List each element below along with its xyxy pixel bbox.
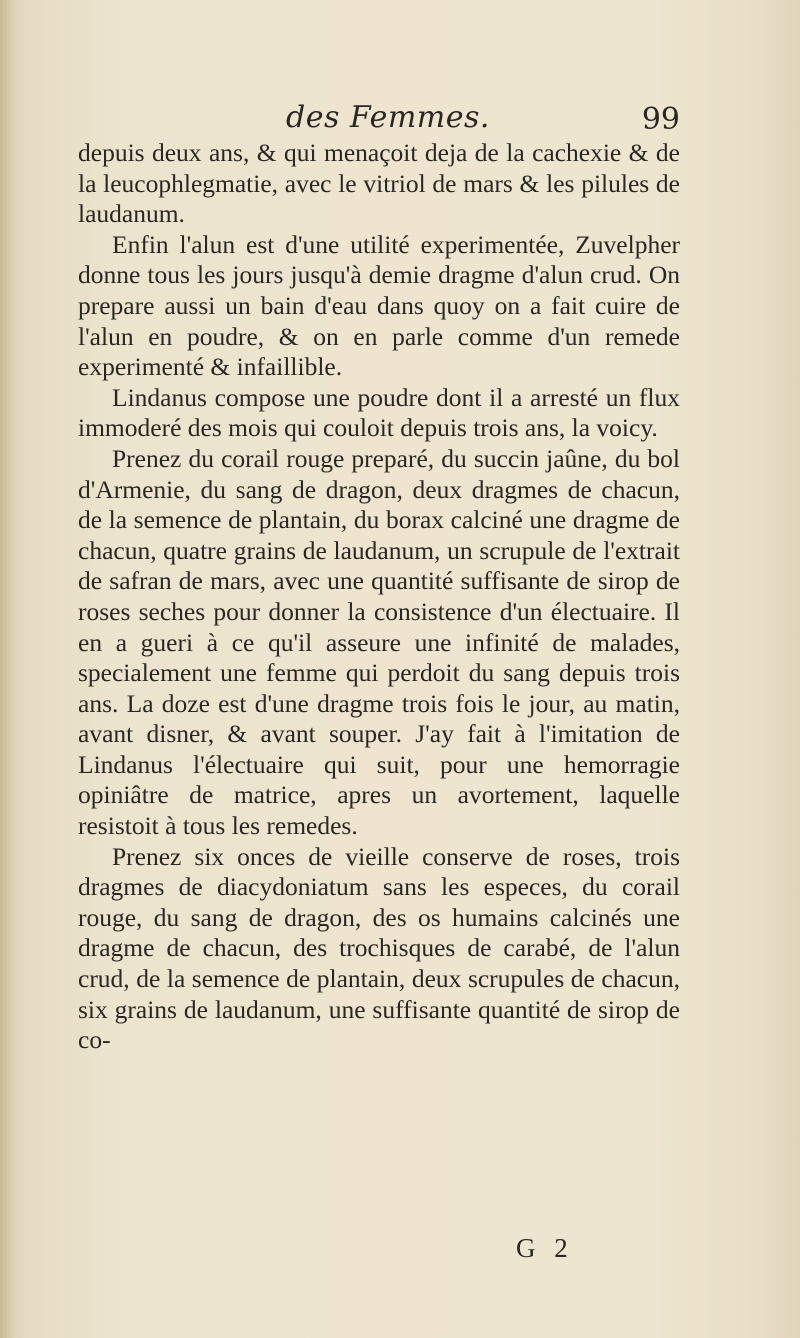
paragraph: Enfin l'alun est d'une utilité experimentée, Zuvelpher donne tous les jours jusqu'à demie dragme d'alun crud. On prepare aussi un bain d'eau dans quoy on a fait cuire de l'alun en poudre, & on en parle comme d'un remede experimenté & infaillible. bbox=[78, 229, 680, 382]
page-number: 99 bbox=[641, 102, 680, 137]
paragraph: Prenez six onces de vieille conserve de roses, trois dragmes de diacydoniatum sans les especes, du corail rouge, du sang de dragon, des os humains calcinés une dragme de chacun, des trochisques de carabé, de l'alun crud, de la semence de plantain, deux scrupules de chacun, six grains de laudanum, une suffisante quantité de sirop de co- bbox=[78, 841, 680, 1055]
paragraph: depuis deux ans, & qui menaçoit deja de la cachexie & de la leucophlegmatie, avec le vitriol de mars & les pilules de laudanum. bbox=[78, 138, 680, 229]
paragraph: Lindanus compose une poudre dont il a arresté un flux immoderé des mois qui couloit depuis trois ans, la voicy. bbox=[78, 382, 680, 443]
running-title: des Femmes. bbox=[286, 100, 490, 135]
signature-mark: G 2 bbox=[516, 1233, 574, 1263]
body-text bbox=[78, 138, 680, 1056]
paragraph: Prenez du corail rouge preparé, du succin jaûne, du bol d'Armenie, du sang de dragon, deux dragmes de chacun, de la semence de plantain, du borax calciné une dragme de chacun, quatre grains de laudanum, un scrupule de l'extrait de safran de mars, avec une quantité suffisante de sirop de roses seches pour donner la consistence d'un électuaire. Il en a gueri à ce qu'il asseure une infinité de malades, specialement une femme qui perdoit du sang depuis trois ans. La doze est d'une dragme trois fois le jour, au matin, avant disner, & avant souper. J'ay fait à l'imitation de Lindanus l'électuaire qui suit, pour une hemorragie opiniâtre de matrice, apres un avortement, laquelle resistoit à tous les remedes. bbox=[78, 443, 680, 841]
